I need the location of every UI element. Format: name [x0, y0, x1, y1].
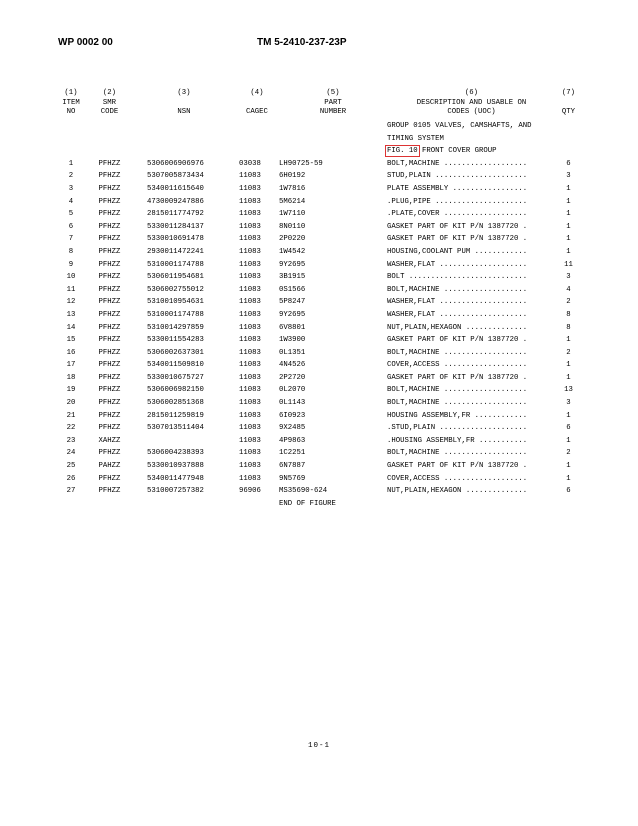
- part-number-cell: 0L1143: [279, 399, 306, 408]
- part-number-cell: 0L1351: [279, 348, 306, 357]
- part-number-cell: 4P9863: [279, 436, 306, 445]
- cagec-cell: 96906: [239, 487, 261, 496]
- part-number-cell: 9X2485: [279, 424, 306, 433]
- cagec-cell: 11083: [239, 172, 261, 181]
- col-header: NUMBER: [319, 108, 347, 116]
- smr-code-cell: PFHZZ: [98, 361, 121, 370]
- description-cell: GASKET PART OF KIT P/N 1387720 .: [387, 336, 528, 345]
- table-row: [56, 160, 581, 173]
- item-no-cell: 15: [66, 336, 76, 345]
- part-number-cell: 6V8801: [279, 323, 306, 332]
- col-header: SMR: [102, 98, 117, 107]
- nsn-cell: 5340011509810: [147, 361, 204, 370]
- part-number-cell: 5M6214: [279, 197, 306, 206]
- cagec-cell: 11083: [239, 285, 261, 294]
- cagec-cell: 11083: [239, 462, 261, 471]
- smr-code-cell: PFHZZ: [98, 373, 121, 382]
- description-cell: GASKET PART OF KIT P/N 1387720 .: [387, 222, 528, 231]
- qty-cell: 3: [566, 273, 571, 282]
- smr-code-cell: PFHZZ: [98, 159, 121, 168]
- item-no-cell: 22: [66, 424, 76, 433]
- part-number-cell: 1W7816: [279, 184, 306, 193]
- table-row: [56, 235, 581, 248]
- cagec-cell: 11083: [239, 348, 261, 357]
- smr-code-cell: PFHZZ: [98, 424, 121, 433]
- smr-code-cell: PFHZZ: [98, 386, 121, 395]
- nsn-cell: 5330010675727: [147, 373, 204, 382]
- table-row: [56, 261, 581, 274]
- col-header: NSN: [177, 108, 191, 116]
- cagec-cell: 11083: [239, 386, 261, 395]
- cagec-cell: 11083: [239, 323, 261, 332]
- smr-code-cell: PFHZZ: [98, 298, 121, 307]
- nsn-cell: 4730009247886: [147, 197, 204, 206]
- item-no-cell: 14: [66, 323, 76, 332]
- col-header: (1): [64, 89, 78, 97]
- table-body: [56, 122, 581, 512]
- nsn-cell: 5330011284137: [147, 222, 204, 231]
- qty-cell: 1: [566, 411, 571, 420]
- item-no-cell: 9: [68, 260, 74, 269]
- cagec-cell: 11083: [239, 361, 261, 370]
- qty-cell: 6: [566, 424, 571, 433]
- nsn-cell: 5340011477948: [147, 474, 204, 483]
- table-row: [56, 185, 581, 198]
- table-row: [56, 462, 581, 475]
- qty-cell: 2: [566, 449, 571, 458]
- part-number-cell: 3B1915: [279, 273, 306, 282]
- qty-cell: 8: [566, 323, 571, 332]
- smr-code-cell: PFHZZ: [98, 222, 121, 231]
- figure-title-text: FRONT COVER GROUP: [417, 147, 497, 156]
- qty-cell: 1: [566, 436, 571, 445]
- cagec-cell: 11083: [239, 474, 261, 483]
- col-header: (4): [250, 89, 264, 97]
- qty-cell: 6: [566, 159, 571, 168]
- item-no-cell: 19: [66, 386, 76, 395]
- smr-code-cell: PFHZZ: [98, 399, 121, 408]
- qty-cell: 1: [566, 373, 571, 382]
- qty-cell: 3: [566, 172, 571, 181]
- cagec-cell: 11083: [239, 436, 261, 445]
- part-number-cell: 6H0192: [279, 172, 306, 181]
- nsn-cell: 5306011954681: [147, 273, 204, 282]
- cagec-cell: 11083: [239, 222, 261, 231]
- qty-cell: 1: [566, 210, 571, 219]
- description-cell: PLATE ASSEMBLY .................: [387, 184, 528, 193]
- description-cell: HOUSING,COOLANT PUM ............: [387, 247, 528, 256]
- qty-cell: 6: [566, 487, 571, 496]
- smr-code-cell: PFHZZ: [98, 260, 121, 269]
- cagec-cell: 03038: [239, 159, 261, 168]
- qty-cell: 1: [566, 184, 571, 193]
- cagec-cell: 11083: [239, 449, 261, 458]
- part-number-cell: 9Y2695: [279, 260, 306, 269]
- description-cell: .PLUG,PIPE .....................: [387, 197, 528, 206]
- qty-cell: 8: [566, 310, 571, 319]
- part-number-cell: 8N0110: [279, 222, 306, 231]
- table-row: [56, 223, 581, 236]
- table-row: [56, 475, 581, 488]
- col-header: (6): [464, 89, 479, 97]
- part-number-cell: 9Y2695: [279, 310, 306, 319]
- smr-code-cell: PFHZZ: [98, 247, 121, 256]
- nsn-cell: 5330010691478: [147, 235, 204, 244]
- qty-cell: 1: [566, 235, 571, 244]
- part-number-cell: 9N5769: [279, 474, 306, 483]
- item-no-cell: 8: [68, 247, 74, 256]
- description-cell: .HOUSING ASSEMBLY,FR ...........: [387, 436, 528, 445]
- description-cell: .STUD,PLAIN ....................: [387, 424, 528, 433]
- col-header: (7): [561, 89, 576, 97]
- part-number-cell: 6N7887: [279, 462, 306, 471]
- item-no-cell: 21: [66, 411, 76, 420]
- cagec-cell: 11083: [239, 273, 261, 282]
- table-row: [56, 248, 581, 261]
- nsn-cell: 5310007257382: [147, 487, 204, 496]
- cagec-cell: 11083: [239, 424, 261, 433]
- item-no-cell: 13: [66, 310, 76, 319]
- qty-cell: 1: [566, 222, 571, 231]
- item-no-cell: 2: [68, 172, 74, 181]
- table-row: [56, 437, 581, 450]
- cagec-cell: 11083: [239, 260, 261, 269]
- cagec-cell: 11083: [239, 373, 261, 382]
- item-no-cell: 27: [66, 487, 76, 496]
- cagec-cell: 11083: [239, 298, 261, 307]
- table-row: [56, 210, 581, 223]
- part-number-cell: MS35690-624: [279, 487, 328, 496]
- nsn-cell: 5310010954631: [147, 298, 204, 307]
- qty-cell: 4: [566, 285, 571, 294]
- item-no-cell: 16: [66, 348, 76, 357]
- cagec-cell: 11083: [239, 184, 261, 193]
- nsn-cell: 5306006906976: [147, 159, 204, 168]
- nsn-cell: 5307013511404: [147, 424, 204, 433]
- col-header: NO: [66, 108, 76, 116]
- cagec-cell: 11083: [239, 399, 261, 408]
- description-cell: WASHER,FLAT ....................: [387, 298, 528, 307]
- smr-code-cell: PFHZZ: [98, 172, 121, 181]
- part-number-cell: 6I0923: [279, 411, 306, 420]
- part-number-cell: 2P0220: [279, 235, 306, 244]
- table-row: [56, 412, 581, 425]
- item-no-cell: 5: [68, 210, 74, 219]
- technical-manual-number: TM 5-2410-237-23P: [257, 37, 347, 48]
- table-row: [56, 424, 581, 437]
- smr-code-cell: PFHZZ: [98, 348, 121, 357]
- description-cell: NUT,PLAIN,HEXAGON ..............: [387, 487, 528, 496]
- qty-cell: 1: [566, 336, 571, 345]
- table-row: [56, 399, 581, 412]
- item-no-cell: 7: [68, 235, 74, 244]
- nsn-cell: 5310001174788: [147, 310, 204, 319]
- qty-cell: 2: [566, 298, 571, 307]
- end-of-figure: END OF FIGURE: [279, 499, 336, 508]
- description-cell: BOLT,MACHINE ...................: [387, 386, 528, 395]
- item-no-cell: 6: [68, 222, 74, 231]
- smr-code-cell: PFHZZ: [98, 411, 121, 420]
- nsn-cell: 5306006982150: [147, 386, 204, 395]
- item-no-cell: 18: [66, 373, 76, 382]
- qty-cell: 11: [564, 260, 573, 269]
- col-header: (5): [326, 89, 340, 97]
- cagec-cell: 11083: [239, 411, 261, 420]
- item-no-cell: 26: [66, 474, 76, 483]
- cagec-cell: 11083: [239, 310, 261, 319]
- table-header: [56, 89, 581, 122]
- nsn-cell: 5310001174788: [147, 260, 204, 269]
- highlighted-figure-number: FIG. 10: [387, 147, 418, 156]
- qty-cell: 1: [566, 474, 571, 483]
- table-row: [56, 349, 581, 362]
- col-header: (3): [177, 89, 191, 97]
- nsn-cell: [133, 437, 235, 450]
- col-header: CODES (UOC): [447, 108, 496, 116]
- cagec-cell: 11083: [239, 247, 261, 256]
- nsn-cell: 2815011259819: [147, 411, 204, 420]
- table-row: [56, 374, 581, 387]
- nsn-cell: 2815011774792: [147, 210, 204, 219]
- item-no-cell: 11: [66, 285, 76, 294]
- smr-code-cell: PFHZZ: [98, 184, 121, 193]
- description-cell: BOLT,MACHINE ...................: [387, 348, 528, 357]
- qty-cell: 3: [566, 399, 571, 408]
- part-number-cell: 1W7110: [279, 210, 306, 219]
- nsn-cell: 5306002637301: [147, 348, 204, 357]
- item-no-cell: 24: [66, 449, 76, 458]
- page-number: 10-1: [307, 742, 330, 750]
- nsn-cell: 5330010937888: [147, 462, 204, 471]
- nsn-cell: 5306002851368: [147, 399, 204, 408]
- description-cell: BOLT,MACHINE ...................: [387, 159, 528, 168]
- smr-code-cell: PFHZZ: [98, 323, 121, 332]
- smr-code-cell: PFHZZ: [98, 273, 121, 282]
- description-cell: COVER,ACCESS ...................: [387, 361, 528, 370]
- qty-cell: 2: [566, 348, 571, 357]
- item-no-cell: 10: [66, 273, 76, 282]
- item-no-cell: 12: [66, 298, 76, 307]
- table-row: [56, 487, 581, 500]
- col-header: [556, 99, 581, 109]
- part-number-cell: 1C2251: [279, 449, 306, 458]
- group-title-line: GROUP 0105 VALVES, CAMSHAFTS, AND: [387, 122, 532, 130]
- nsn-cell: 5310014297859: [147, 323, 204, 332]
- item-no-cell: 23: [66, 436, 76, 445]
- smr-code-cell: PFHZZ: [98, 449, 121, 458]
- qty-cell: 13: [564, 386, 573, 395]
- description-cell: BOLT,MACHINE ...................: [387, 399, 528, 408]
- description-cell: COVER,ACCESS ...................: [387, 474, 528, 483]
- table-row: [56, 273, 581, 286]
- description-cell: BOLT ...........................: [387, 273, 528, 282]
- smr-code-cell: PFHZZ: [98, 285, 121, 294]
- table-row: [56, 449, 581, 462]
- figure-title: [387, 147, 556, 160]
- part-number-cell: LH90725-59: [279, 159, 323, 168]
- description-cell: GASKET PART OF KIT P/N 1387720 .: [387, 373, 528, 382]
- description-cell: HOUSING ASSEMBLY,FR ............: [387, 411, 528, 420]
- description-cell: NUT,PLAIN,HEXAGON ..............: [387, 323, 528, 332]
- part-number-cell: 5P8247: [279, 298, 306, 307]
- smr-code-cell: XAHZZ: [98, 436, 121, 445]
- part-number-cell: 0S1566: [279, 285, 306, 294]
- table-row: [56, 324, 581, 337]
- col-header: [133, 99, 235, 109]
- smr-code-cell: PFHZZ: [98, 487, 121, 496]
- col-header: DESCRIPTION AND USABLE ON: [416, 98, 527, 107]
- qty-cell: 1: [566, 462, 571, 471]
- part-number-cell: 2P2720: [279, 373, 306, 382]
- item-no-cell: 4: [68, 197, 74, 206]
- description-cell: GASKET PART OF KIT P/N 1387720 .: [387, 235, 528, 244]
- work-package-number: WP 0002 00: [58, 37, 113, 48]
- smr-code-cell: PAHZZ: [98, 462, 121, 471]
- nsn-cell: 2930011472241: [147, 247, 204, 256]
- part-number-cell: 1W3900: [279, 336, 306, 345]
- smr-code-cell: PFHZZ: [98, 474, 121, 483]
- description-cell: BOLT,MACHINE ...................: [387, 285, 528, 294]
- col-header: QTY: [561, 108, 576, 116]
- smr-code-cell: PFHZZ: [98, 336, 121, 345]
- item-no-cell: 17: [66, 361, 76, 370]
- item-no-cell: 20: [66, 399, 76, 408]
- nsn-cell: 5340011615640: [147, 184, 204, 193]
- part-number-cell: 0L2070: [279, 386, 306, 395]
- table-row: [56, 172, 581, 185]
- item-no-cell: 1: [68, 159, 74, 168]
- col-header: ITEM: [62, 98, 80, 107]
- item-no-cell: 25: [66, 462, 76, 471]
- description-cell: WASHER,FLAT ....................: [387, 260, 528, 269]
- description-cell: BOLT,MACHINE ...................: [387, 449, 528, 458]
- col-header: PART: [324, 98, 342, 107]
- qty-cell: 1: [566, 247, 571, 256]
- parts-list-table: [56, 89, 581, 512]
- table-row: [56, 286, 581, 299]
- table-row: [56, 311, 581, 324]
- col-header: CAGEC: [246, 108, 268, 116]
- table-row: [56, 298, 581, 311]
- table-row: [56, 198, 581, 211]
- col-header: [235, 99, 279, 109]
- cagec-cell: 11083: [239, 235, 261, 244]
- table-row: [56, 386, 581, 399]
- table-row: [56, 361, 581, 374]
- smr-code-cell: PFHZZ: [98, 235, 121, 244]
- smr-code-cell: PFHZZ: [98, 210, 121, 219]
- description-cell: GASKET PART OF KIT P/N 1387720 .: [387, 462, 528, 471]
- item-no-cell: 3: [68, 184, 74, 193]
- nsn-cell: 5306004238393: [147, 449, 204, 458]
- part-number-cell: 1W4542: [279, 247, 306, 256]
- col-header: (2): [102, 89, 117, 97]
- qty-cell: 1: [566, 197, 571, 206]
- description-cell: WASHER,FLAT ....................: [387, 310, 528, 319]
- smr-code-cell: PFHZZ: [98, 310, 121, 319]
- nsn-cell: 5330011554283: [147, 336, 204, 345]
- nsn-cell: 5307005873434: [147, 172, 204, 181]
- group-title-line: TIMING SYSTEM: [387, 134, 444, 143]
- cagec-cell: 11083: [239, 197, 261, 206]
- col-header: CODE: [100, 108, 119, 116]
- part-number-cell: 4N4526: [279, 361, 306, 370]
- table-row: [56, 336, 581, 349]
- description-cell: STUD,PLAIN .....................: [387, 172, 528, 181]
- cagec-cell: 11083: [239, 336, 261, 345]
- description-cell: .PLATE,COVER ...................: [387, 210, 528, 219]
- cagec-cell: 11083: [239, 210, 261, 219]
- qty-cell: 1: [566, 361, 571, 370]
- nsn-cell: 5306002755012: [147, 285, 204, 294]
- smr-code-cell: PFHZZ: [98, 197, 121, 206]
